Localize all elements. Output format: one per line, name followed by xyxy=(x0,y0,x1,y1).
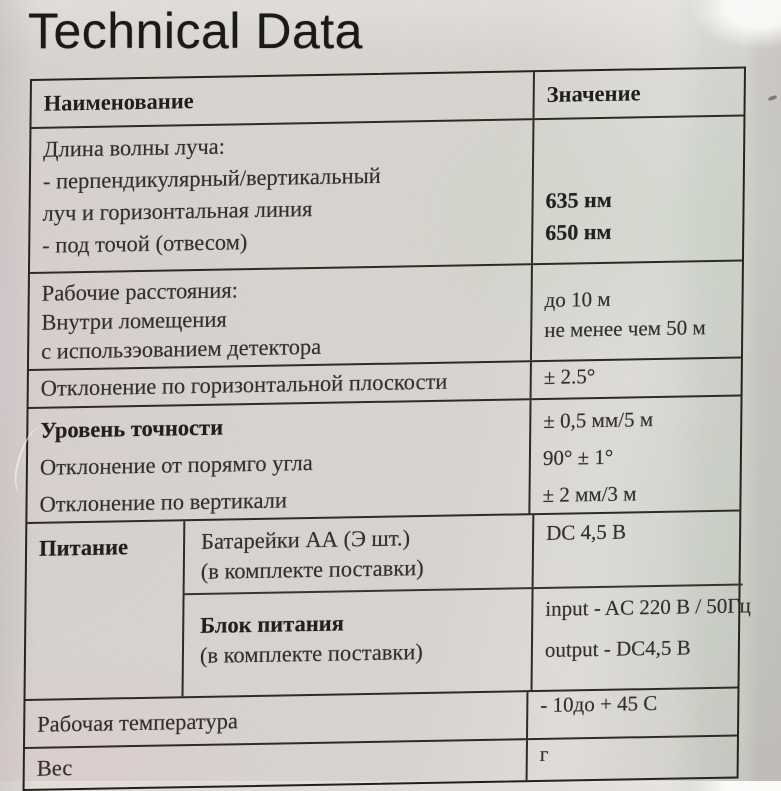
header-name-cell: Наименование xyxy=(43,88,194,116)
accuracy-value-cell xyxy=(528,397,740,515)
distance-value-cell xyxy=(530,262,742,361)
power-adapter-cell xyxy=(182,587,532,696)
wavelength-label-line: Длина волны луча: xyxy=(43,133,226,162)
power-adapter-value: output - DC4,5 В xyxy=(544,635,691,662)
wavelength-label-line: луч и горизонтальная линия xyxy=(42,196,313,226)
row-working-distance xyxy=(29,260,742,369)
accuracy-value: 90° ± 1° xyxy=(542,444,614,470)
temperature-label-cell xyxy=(25,692,526,747)
power-adapter-value: input - AC 220 В / 50Гц xyxy=(545,593,751,621)
distance-label-line: Внутри ломещения xyxy=(41,306,227,335)
wavelength-label-line: - перпендикулярный/вертикальный xyxy=(42,162,381,194)
page-title: Technical Data xyxy=(28,3,363,59)
power-battery-line: (в комплекте поставки) xyxy=(200,555,424,584)
weight-value-cell xyxy=(526,737,737,781)
power-label-cell: Питание xyxy=(38,534,129,561)
wavelength-label-line: - под точой (отвесом) xyxy=(42,229,248,258)
temperature-value: - 10до + 45 С xyxy=(540,690,658,717)
distance-label-cell xyxy=(29,265,531,369)
power-adapter-line: Блок питания xyxy=(200,610,345,638)
temperature-label: Рабочая температура xyxy=(37,708,239,737)
power-adapter-value-cell xyxy=(531,583,751,690)
accuracy-label-line: Уровень точности xyxy=(40,414,224,443)
weight-value: г xyxy=(539,741,549,766)
header-value-cell: Значение xyxy=(532,69,743,119)
accuracy-label-cell xyxy=(27,400,529,523)
accuracy-label-line: Отклонение по вертикали xyxy=(39,487,288,517)
wavelength-label-cell xyxy=(30,120,532,272)
row-power xyxy=(26,510,751,699)
row-wavelength xyxy=(30,115,744,272)
temperature-value-cell xyxy=(526,689,737,739)
row-accuracy xyxy=(27,395,740,522)
weight-label: Вес xyxy=(36,755,73,781)
horizontal-label: Отклонение по горизонтальной плоскости xyxy=(40,368,448,401)
horizontal-value: ± 2.5° xyxy=(543,364,596,389)
accuracy-value: ± 0,5 мм/5 м xyxy=(543,407,654,433)
spec-table xyxy=(23,67,751,791)
horizontal-value-cell xyxy=(530,359,741,399)
accuracy-value: ± 2 мм/3 м xyxy=(542,481,637,507)
distance-value: не менее чем 50 м xyxy=(544,315,706,342)
power-battery-value-cell xyxy=(532,511,744,587)
distance-label-line: Рабочие расстояния: xyxy=(41,277,239,306)
power-battery-line: Батарейки АА (Э шт.) xyxy=(200,525,411,554)
wavelength-value: 635 нм xyxy=(545,186,612,213)
distance-label-line: с использэованием детектора xyxy=(41,333,322,364)
distance-value: до 10 м xyxy=(544,286,611,312)
weight-label-cell xyxy=(25,740,526,789)
power-battery-cell xyxy=(183,515,533,593)
power-battery-value: DC 4,5 В xyxy=(546,519,627,545)
power-adapter-line: (в комплекте поставки) xyxy=(199,639,424,668)
wavelength-value-cell xyxy=(531,117,743,264)
ink-speck xyxy=(768,95,778,102)
accuracy-label-line: Отклонение от порямго угла xyxy=(39,449,313,480)
wavelength-value: 650 нм xyxy=(545,218,612,245)
